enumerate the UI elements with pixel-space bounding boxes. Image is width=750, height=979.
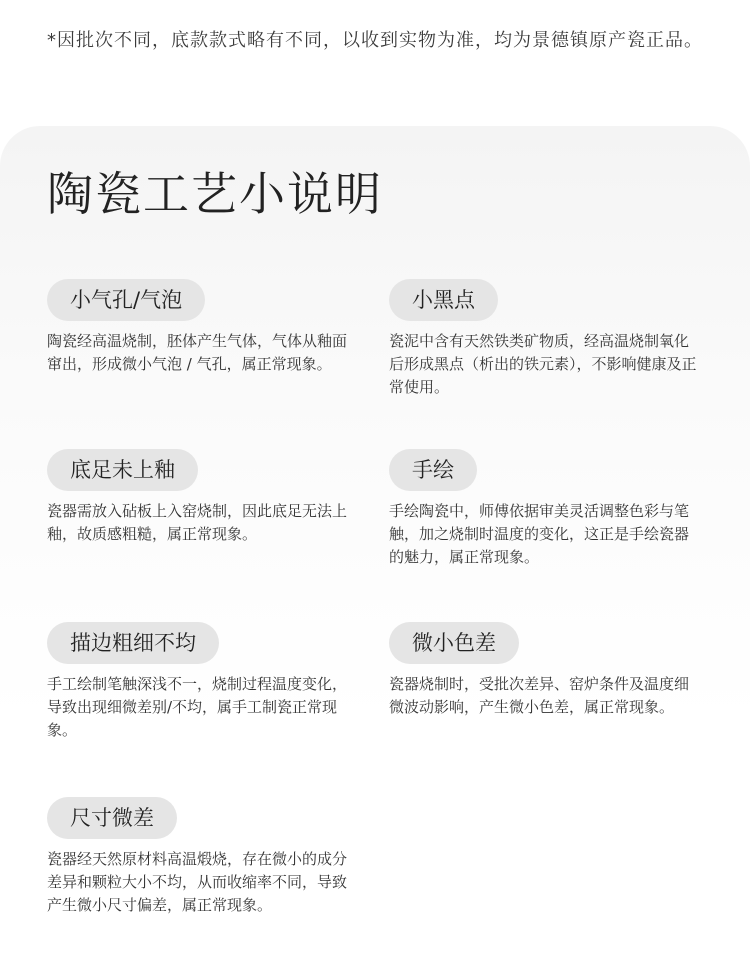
section-title: 陶瓷工艺小说明 [47, 167, 383, 221]
tip-label: 尺寸微差 [47, 797, 177, 839]
tip-label: 小气孔/气泡 [47, 279, 205, 321]
tip-description: 瓷器需放入砧板上入窑烧制，因此底足无法上釉，故质感粗糙，属正常现象。 [47, 502, 348, 543]
tip-hand-painted [389, 449, 709, 569]
tip-description: 陶瓷经高温烧制，胚体产生气体，气体从釉面窜出，形成微小气泡 / 气孔，属正常现象。 [47, 332, 348, 373]
tip-description: 瓷器经天然原材料高温煅烧，存在微小的成分差异和颗粒大小不均，从而收缩率不同，导致产生微小尺寸偏差，属正常现象。 [47, 850, 348, 914]
tip-description: 手绘陶瓷中，师傅依据审美灵活调整色彩与笔触，加之烧制时温度的变化，这正是手绘瓷器的魅力，属正常现象。 [389, 502, 690, 566]
tip-label: 小黑点 [389, 279, 498, 321]
tip-color-difference [389, 622, 709, 719]
tip-label: 手绘 [389, 449, 477, 491]
tip-description: 瓷泥中含有天然铁类矿物质，经高温烧制氧化后形成黑点（析出的铁元素），不影响健康及正常使用。 [389, 332, 697, 396]
tip-label: 描边粗细不均 [47, 622, 219, 664]
tip-label: 底足未上釉 [47, 449, 198, 491]
tip-uneven-outline [47, 622, 367, 742]
tip-black-spots [389, 279, 709, 399]
tip-description: 瓷器烧制时，受批次差异、窑炉条件及温度细微波动影响，产生微小色差，属正常现象。 [389, 675, 690, 716]
tip-air-bubbles [47, 279, 367, 376]
tip-label: 微小色差 [389, 622, 519, 664]
craft-notes-panel [0, 126, 750, 979]
tip-description: 手工绘制笔触深浅不一，烧制过程温度变化，导致出现细微差别/不均，属手工制瓷正常现象。 [47, 675, 348, 739]
tip-size-difference [47, 797, 367, 917]
tip-unglazed-foot [47, 449, 367, 546]
batch-notice: *因批次不同，底款款式略有不同，以收到实物为准，均为景德镇原产瓷正品。 [47, 30, 703, 51]
